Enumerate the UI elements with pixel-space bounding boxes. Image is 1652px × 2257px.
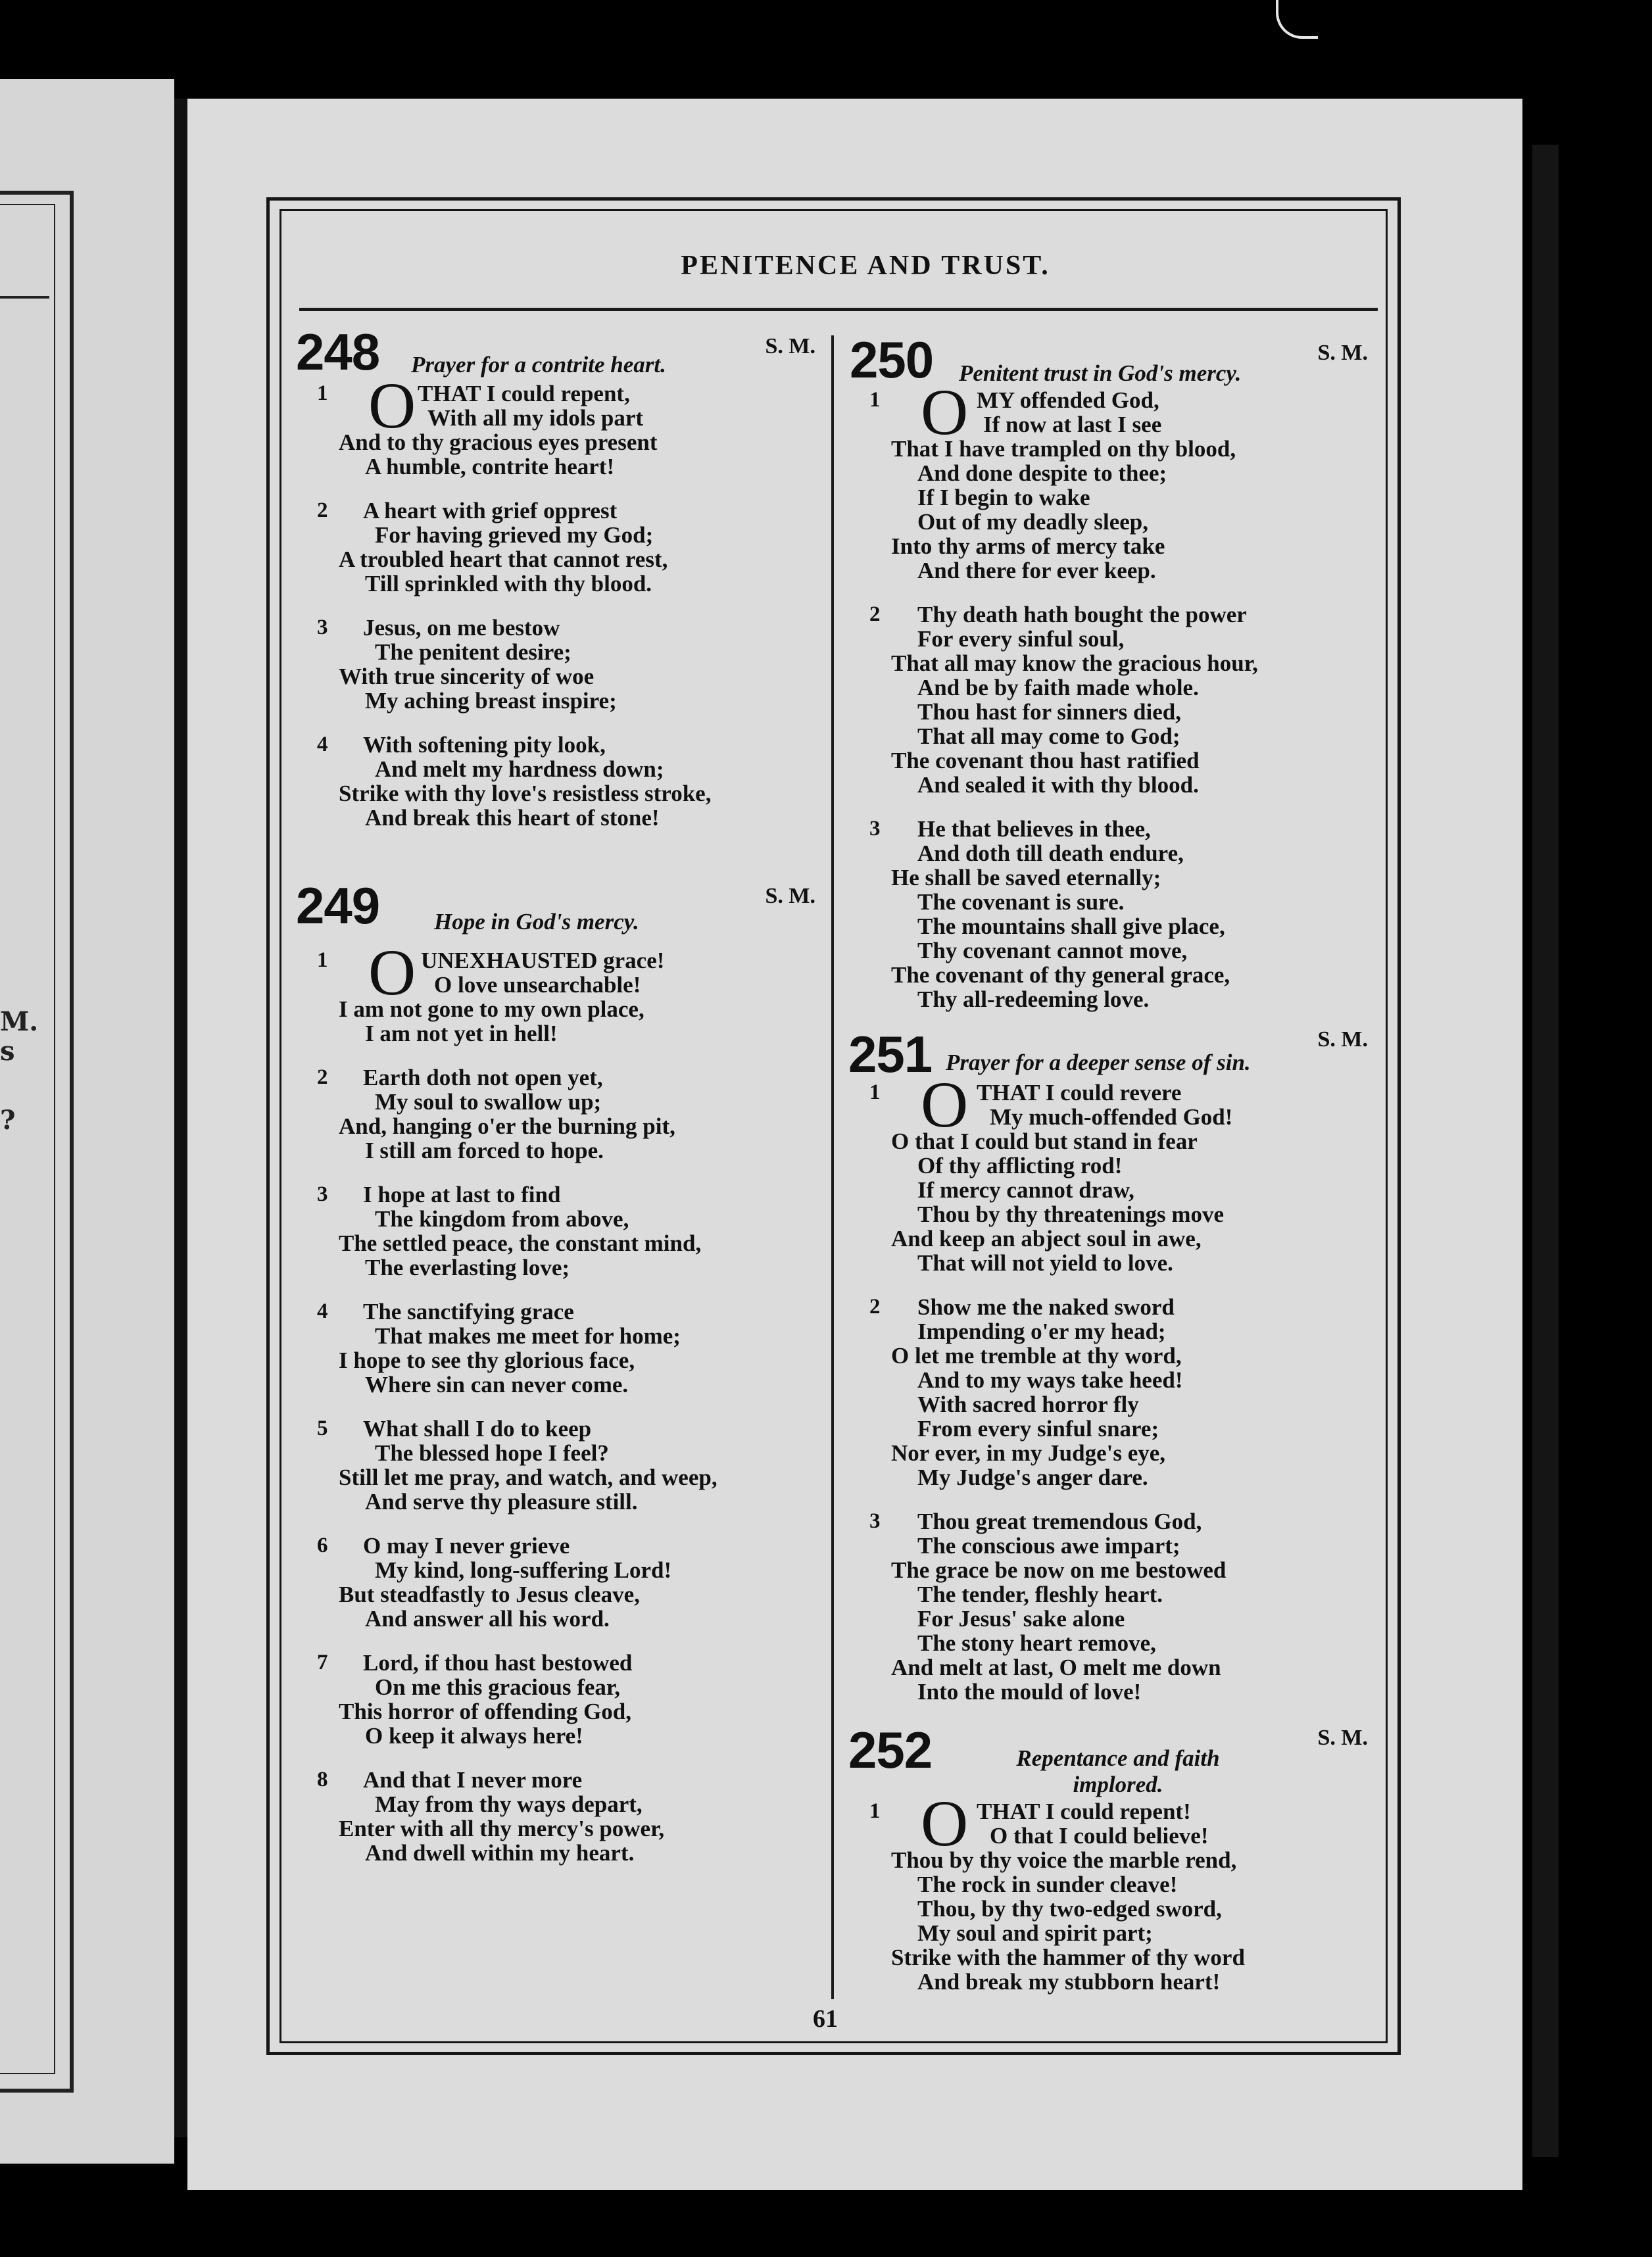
verse-line: Thou by thy voice the marble rend, — [891, 1847, 1237, 1873]
verse-line: And be by faith made whole. — [917, 675, 1199, 700]
paper-curl — [1276, 0, 1318, 39]
verse-line: O let me tremble at thy word, — [891, 1343, 1182, 1369]
page-number: 61 — [813, 2005, 838, 2033]
stanza — [289, 1534, 829, 1631]
verse-line: My kind, long-suffering Lord! — [375, 1557, 672, 1583]
stanza-number: 3 — [869, 817, 881, 840]
left-page-edge — [0, 79, 174, 2164]
verse-line: He that believes in thee, — [917, 816, 1151, 842]
verse-line: Thou great tremendous God, — [917, 1509, 1202, 1534]
stanza-number: 3 — [869, 1509, 881, 1533]
section-header: PENITENCE AND TRUST. — [681, 251, 1050, 281]
verse-line: And break this heart of stone! — [365, 805, 660, 831]
verse-line: And to thy gracious eyes present — [339, 429, 658, 455]
verse-line: Into the mould of love! — [917, 1679, 1142, 1705]
left-page-fragment: s — [0, 1036, 15, 1067]
verse-line: I still am forced to hope. — [365, 1138, 604, 1163]
verse-line: Nor ever, in my Judge's eye, — [891, 1440, 1166, 1466]
verse-line: Till sprinkled with thy blood. — [365, 571, 652, 596]
hymn-meter: S. M. — [765, 884, 815, 908]
verse-line: If now at last I see — [983, 412, 1162, 437]
hymn-meter: S. M. — [1317, 1726, 1368, 1750]
verse-line: Strike with the hammer of thy word — [891, 1945, 1245, 1970]
verse-line: With all my idols part — [427, 405, 644, 431]
verse-line: Thou by thy threatenings move — [917, 1201, 1225, 1227]
verse-line: This horror of offending God, — [339, 1699, 632, 1724]
left-page-inner-frame — [0, 204, 55, 2074]
verse-line: Thy all-redeeming love. — [917, 986, 1150, 1012]
hymn-title: Prayer for a contrite heart. — [411, 352, 666, 377]
verse-line: Thou, by thy two-edged sword, — [917, 1896, 1222, 1922]
verse-line: THAT I could repent! — [977, 1799, 1191, 1824]
hymn-number: 251 — [848, 1025, 933, 1083]
stanza-number: 6 — [317, 1534, 328, 1557]
left-page-fragment: ? — [0, 1105, 16, 1136]
verse-line: Thou hast for sinners died, — [917, 699, 1181, 725]
hymn-header — [289, 869, 829, 935]
hymn-title: Prayer for a deeper sense of sin. — [946, 1050, 1251, 1075]
stanza — [289, 1299, 829, 1397]
verse-line: With sacred horror fly — [917, 1392, 1139, 1417]
header-rule — [299, 308, 1378, 311]
verse-line: I hope at last to find — [363, 1182, 561, 1207]
hymn-number: 252 — [848, 1721, 933, 1779]
verse-line: If I begin to wake — [917, 485, 1090, 510]
verse-line: The everlasting love; — [365, 1255, 570, 1280]
stanza-number: 4 — [317, 733, 328, 756]
left-page-fragment: M. — [0, 1006, 39, 1037]
stanza — [289, 1065, 829, 1163]
verse-line: The covenant thou hast ratified — [891, 748, 1200, 773]
verse-line: The settled peace, the constant mind, — [339, 1230, 702, 1256]
verse-line: O love unsearchable! — [434, 972, 641, 998]
verse-line: O keep it always here! — [365, 1723, 583, 1749]
hymn-number: 250 — [850, 331, 934, 389]
verse-line: My soul and spirit part; — [917, 1920, 1153, 1946]
verse-line: Lord, if thou hast bestowed — [363, 1650, 633, 1676]
verse-line: With softening pity look, — [363, 732, 606, 758]
verse-line: Impending o'er my head; — [917, 1319, 1166, 1344]
hymn-249 — [289, 869, 829, 1865]
verse-line: And doth till death endure, — [917, 840, 1184, 866]
book-spine — [174, 99, 187, 2137]
stanza — [289, 1651, 829, 1748]
verse-line: The mountains shall give place, — [917, 913, 1225, 939]
verse-line: Into thy arms of mercy take — [891, 533, 1165, 559]
verse-line: Jesus, on me bestow — [363, 615, 560, 641]
verse-line: Thy death hath bought the power — [917, 602, 1247, 627]
verse-line: Of thy afflicting rod! — [917, 1153, 1123, 1178]
verse-line: And there for ever keep. — [917, 558, 1156, 583]
stanza-number: 2 — [869, 1295, 881, 1319]
drop-cap: O — [921, 376, 969, 449]
hymn-title: Penitent trust in God's mercy. — [959, 360, 1242, 386]
stanza — [289, 616, 829, 713]
verse-line: UNEXHAUSTED grace! — [421, 948, 665, 973]
stanza — [842, 376, 1381, 583]
verse-line: I am not gone to my own place, — [339, 996, 644, 1022]
stanza-number: 1 — [869, 388, 881, 412]
left-column — [289, 316, 829, 1885]
verse-line: Enter with all thy mercy's power, — [339, 1816, 665, 1841]
page-edge-shadow — [1532, 145, 1559, 2157]
hymn-title: Repentance and faith implored. — [1016, 1745, 1220, 1797]
stanza-number: 4 — [317, 1299, 328, 1323]
verse-line: I hope to see thy glorious face, — [339, 1347, 635, 1373]
left-page-rule — [0, 296, 49, 299]
verse-line: O that I could but stand in fear — [891, 1128, 1198, 1154]
stanza-number: 2 — [317, 1065, 328, 1089]
verse-line: For having grieved my God; — [375, 522, 654, 548]
verse-line: The covenant is sure. — [917, 889, 1125, 915]
verse-line: O may I never grieve — [363, 1533, 570, 1559]
verse-line: With true sincerity of woe — [339, 664, 595, 689]
stanza — [289, 733, 829, 830]
verse-line: And melt my hardness down; — [375, 756, 664, 782]
stanza-number: 1 — [317, 381, 328, 405]
verse-line: The covenant of thy general grace, — [891, 962, 1230, 988]
verse-line: A humble, contrite heart! — [365, 454, 615, 479]
verse-line: And done despite to thee; — [917, 460, 1167, 486]
verse-line: THAT I could repent, — [418, 381, 630, 406]
verse-line: The tender, fleshly heart. — [917, 1582, 1163, 1607]
verse-line: The conscious awe impart; — [917, 1533, 1180, 1559]
stanza-number: 3 — [317, 616, 328, 639]
stanza — [842, 1295, 1381, 1490]
stanza-number: 5 — [317, 1417, 328, 1440]
verse-line: And keep an abject soul in awe, — [891, 1226, 1202, 1251]
hymn-number: 249 — [296, 877, 380, 934]
hymn-251 — [842, 1018, 1381, 1704]
stanza — [289, 1768, 829, 1865]
hymn-meter: S. M. — [1317, 1027, 1368, 1052]
stanza — [289, 1417, 829, 1514]
stanza-number: 2 — [317, 498, 328, 522]
stanza-number: 7 — [317, 1651, 328, 1674]
drop-cap: O — [368, 936, 416, 1009]
verse-line: For Jesus' sake alone — [917, 1606, 1125, 1632]
drop-cap: O — [921, 1068, 969, 1141]
stanza — [289, 369, 829, 479]
stanza-number: 1 — [869, 1080, 881, 1104]
verse-line: My Judge's anger dare. — [917, 1465, 1148, 1490]
drop-cap: O — [921, 1787, 969, 1860]
verse-line: And serve thy pleasure still. — [365, 1489, 638, 1515]
verse-line: But steadfastly to Jesus cleave, — [339, 1582, 640, 1607]
verse-line: Still let me pray, and watch, and weep, — [339, 1465, 717, 1490]
stanza — [289, 498, 829, 596]
verse-line: The sanctifying grace — [363, 1299, 574, 1324]
verse-line: A troubled heart that cannot rest, — [339, 546, 668, 572]
hymn-248 — [289, 316, 829, 830]
verse-line: Strike with thy love's resistless stroke, — [339, 781, 712, 806]
verse-line: The rock in sunder cleave! — [917, 1872, 1178, 1897]
drop-cap: O — [368, 369, 416, 442]
verse-line: That all may know the gracious hour, — [891, 650, 1258, 676]
stanza — [842, 1509, 1381, 1704]
verse-line: MY offended God, — [977, 387, 1159, 413]
verse-line: THAT I could revere — [977, 1080, 1182, 1105]
verse-line: A heart with grief opprest — [363, 498, 618, 523]
verse-line: For every sinful soul, — [917, 626, 1125, 652]
verse-line: And to my ways take heed! — [917, 1367, 1183, 1393]
stanza — [842, 602, 1381, 797]
hymn-title: Hope in God's mercy. — [434, 909, 639, 934]
verse-line: And break my stubborn heart! — [917, 1969, 1221, 1995]
verse-line: What shall I do to keep — [363, 1416, 592, 1442]
hymn-number: 248 — [296, 323, 380, 381]
column-divider — [831, 335, 834, 1999]
verse-line: O that I could believe! — [990, 1823, 1209, 1849]
stanza — [842, 1068, 1381, 1276]
hymn-meter: S. M. — [765, 334, 815, 358]
verse-line: My soul to swallow up; — [375, 1089, 602, 1115]
verse-line: That all may come to God; — [917, 723, 1180, 749]
verse-line: That I have trampled on thy blood, — [891, 436, 1236, 462]
hymn-252 — [842, 1714, 1381, 1994]
verse-line: Earth doth not open yet, — [363, 1065, 603, 1090]
stanza-number: 1 — [869, 1799, 881, 1823]
verse-line: The blessed hope I feel? — [375, 1440, 609, 1466]
stanza-number: 1 — [317, 948, 328, 972]
verse-line: May from thy ways depart, — [375, 1791, 643, 1817]
stanza-number: 8 — [317, 1768, 328, 1791]
verse-line: Thy covenant cannot move, — [917, 938, 1188, 963]
stanza — [842, 817, 1381, 1011]
verse-line: If mercy cannot draw, — [917, 1177, 1134, 1203]
stanza — [289, 936, 829, 1046]
verse-line: And answer all his word. — [365, 1606, 610, 1632]
hymn-250 — [842, 316, 1381, 1011]
verse-line: And that I never more — [363, 1767, 583, 1793]
stanza-number: 2 — [869, 602, 881, 626]
verse-line: The kingdom from above, — [375, 1206, 629, 1232]
verse-line: That will not yield to love. — [917, 1250, 1173, 1276]
verse-line: On me this gracious fear, — [375, 1674, 620, 1700]
verse-line: The grace be now on me bestowed — [891, 1557, 1227, 1583]
verse-line: The stony heart remove, — [917, 1630, 1156, 1656]
stanza-number: 3 — [317, 1182, 328, 1206]
stanza — [842, 1787, 1381, 1995]
verse-line: Where sin can never come. — [365, 1372, 629, 1397]
hymn-meter: S. M. — [1317, 341, 1368, 365]
stanza — [289, 1182, 829, 1280]
verse-line: And sealed it with thy blood. — [917, 772, 1199, 798]
verse-line: He shall be saved eternally; — [891, 865, 1161, 890]
verse-line: My much-offended God! — [990, 1104, 1233, 1130]
verse-line: Out of my deadly sleep, — [917, 509, 1148, 535]
right-column — [842, 316, 1381, 2014]
verse-line: That makes me meet for home; — [375, 1323, 681, 1349]
verse-line: My aching breast inspire; — [365, 688, 617, 714]
verse-line: And melt at last, O melt me down — [891, 1655, 1221, 1680]
verse-line: Show me the naked sword — [917, 1294, 1175, 1320]
verse-line: I am not yet in hell! — [365, 1021, 558, 1046]
verse-line: And, hanging o'er the burning pit, — [339, 1113, 675, 1139]
verse-line: And dwell within my heart. — [365, 1840, 635, 1866]
verse-line: The penitent desire; — [375, 639, 571, 665]
verse-line: From every sinful snare; — [917, 1416, 1159, 1442]
